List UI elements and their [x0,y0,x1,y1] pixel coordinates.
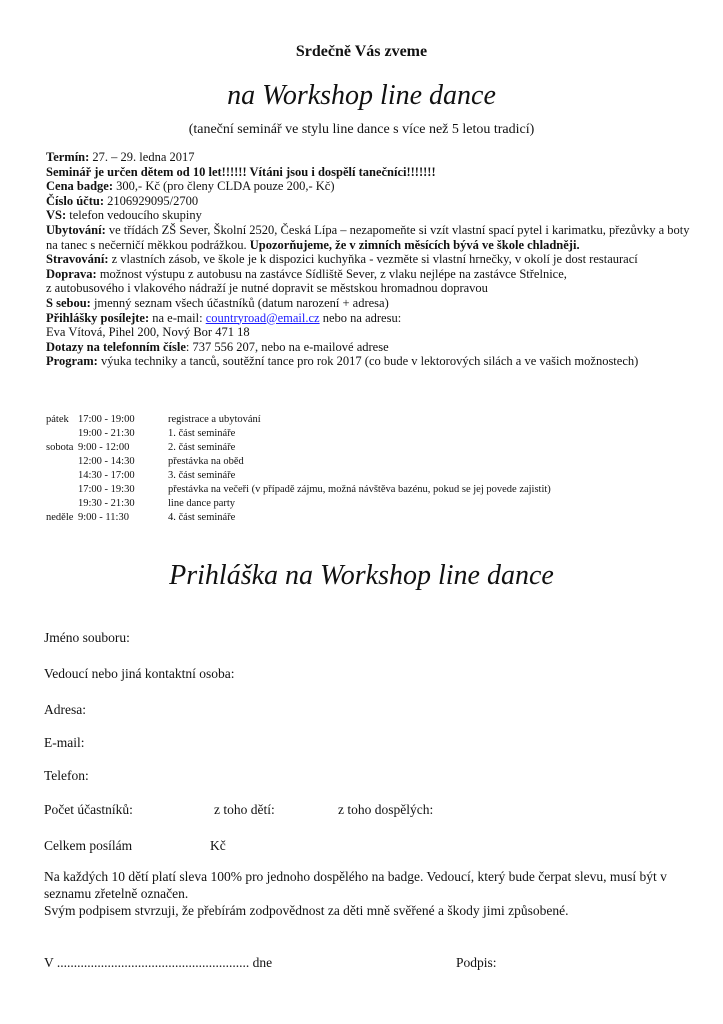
schedule-item: registrace a ubytování [168,414,261,425]
schedule-time: 12:00 - 14:30 [78,456,135,467]
field-adresa[interactable]: Adresa: [44,702,86,717]
responsibility-note: Svým podpisem stvrzuji, že přebírám zodpovědnost za děti mně svěřené a škody jimi způsobené. [44,903,569,918]
stravovani-value: z vlastních zásob, ve škole je k dispozici kuchyňka - vezměte si vlastní hrnečky, v okolí je dost restaurací [108,252,638,267]
ucet-line [46,194,696,209]
seminar-note: Seminář je určen dětem od 10 let!!!!!! Vítáni jsou i dospělí tanečníci!!!!!!! [46,164,436,179]
dotazy-label: Dotazy na telefonním čísle [46,339,186,354]
schedule-item: 3. část semináře [168,470,236,481]
termin-line [46,150,696,165]
dotazy-line [46,340,696,355]
schedule-row [46,469,551,483]
schedule-row [46,427,551,441]
field-vedouci[interactable]: Vedoucí nebo jiná kontaktní osoba: [44,666,235,681]
dotazy-value: : 737 556 207, nebo na e-mailové adrese [185,339,389,354]
page-title: na Workshop line dance [227,80,496,111]
ubytovani-line [46,223,696,252]
signature-field[interactable]: Podpis: [456,955,497,970]
doprava-label: Doprava: [46,266,97,281]
schedule-day [46,455,78,469]
prihlasky-label: Přihlášky posílejte: [46,310,150,325]
stravovani-line [46,252,696,267]
form-notes [44,868,684,919]
ubytovani-label: Ubytování: [46,222,106,237]
sebou-value: jmenný seznam všech účastníků (datum narození + adresa) [90,295,389,310]
schedule-time: 19:30 - 21:30 [78,498,135,509]
stravovani-label: Stravování: [46,252,109,267]
address-line: Eva Vítová, Pihel 200, Nový Bor 471 18 [46,325,250,340]
schedule-item: 4. část semináře [168,512,236,523]
cena-value: 300,- Kč (pro členy CLDA pouze 200,- Kč) [113,179,335,194]
program-line [46,354,696,369]
subtitle: (taneční seminář ve stylu line dance s více než 5 letou tradicí) [188,122,535,137]
info-block [46,150,696,369]
field-pocet-dospelych[interactable]: z toho dospělých: [338,802,434,817]
program-label: Program: [46,354,98,369]
doprava-value: možnost výstupu z autobusu na zastávce Sídliště Sever, z vlaku nejlépe na zastávce Střelnice, [96,266,567,281]
schedule-time: 17:00 - 19:30 [78,484,135,495]
sebou-label: S sebou: [46,295,91,310]
place-date-field[interactable]: V ......................................................... dne [44,955,273,970]
ucet-value: 2106929095/2700 [104,193,199,208]
cena-line [46,179,696,194]
prihlasky-value: na e-mail: [149,310,206,325]
schedule-day: sobota [46,442,74,453]
vs-label: VS: [46,208,67,223]
prihlasky-line [46,311,696,326]
field-email[interactable]: E-mail: [44,735,85,750]
termin-label: Termín: [46,150,90,164]
schedule-row [46,441,551,455]
schedule [46,413,551,525]
field-jmeno-souboru[interactable]: Jméno souboru: [44,630,130,645]
prihlasky-value-2: nebo na adresu: [319,310,402,325]
schedule-time: 19:00 - 21:30 [78,428,135,439]
schedule-day [46,497,78,511]
schedule-row [46,511,551,525]
schedule-item: 2. část semináře [168,442,236,453]
email-link[interactable]: countryroad@email.cz [205,310,320,325]
schedule-day [46,427,78,441]
doprava-line-2: z autobusového i vlakového nádraží je nutné dopravit se městskou hromadnou dopravou [46,281,488,296]
schedule-time: 9:00 - 11:30 [78,512,129,523]
schedule-item: přestávka na oběd [168,456,244,467]
form-title: Prihláška na Workshop line dance [169,560,554,591]
schedule-day: pátek [46,414,69,425]
schedule-item: line dance party [168,498,236,509]
schedule-time: 9:00 - 12:00 [78,442,130,453]
schedule-item: přestávka na večeři (v případě zájmu, možná návštěva bazénu, pokud se jej povede zajistit) [168,484,551,495]
schedule-day [46,483,78,497]
schedule-day [46,469,78,483]
vs-line [46,208,696,223]
ubytovani-warning: Upozorňujeme, že v zimních měsících bývá ve škole chladněji. [249,237,580,252]
intro-heading: Srdečně Vás zveme [295,43,428,60]
field-celkem[interactable]: Celkem posílám [44,838,133,853]
cena-label: Cena badge: [46,179,114,194]
discount-note: Na každých 10 dětí platí sleva 100% pro jednoho dospělého na badge. Vedoucí, který bude čerpat slevu, musí být v seznamu zřetelně označen. [44,869,667,901]
termin-value: 27. – 29. ledna 2017 [89,150,195,164]
field-pocet-ucastniku[interactable]: Počet účastníků: [44,802,133,817]
schedule-time: 14:30 - 17:00 [78,470,135,481]
schedule-item: 1. část semináře [168,428,236,439]
schedule-day: neděle [46,512,74,523]
schedule-time: 17:00 - 19:00 [78,414,135,425]
schedule-row [46,455,551,469]
field-telefon[interactable]: Telefon: [44,768,89,783]
sebou-line [46,296,696,311]
ucet-label: Číslo účtu: [46,193,104,208]
schedule-row [46,483,551,497]
schedule-row [46,413,551,427]
ubytovani-value: ve třídách ZŠ Sever, Školní 2520, Česká Lípa – nezapomeňte si vzít vlastní spací pytel i karimatku, přezůvky a boty na tanec s nečerničí měkkou podrážkou. [46,222,690,252]
doprava-line [46,267,696,282]
currency-label: Kč [210,838,226,853]
field-pocet-deti[interactable]: z toho dětí: [214,802,275,817]
vs-value: telefon vedoucího skupiny [66,208,202,223]
schedule-row [46,497,551,511]
program-value: výuka techniky a tanců, soutěžní tance pro rok 2017 (co bude v lektorových silách a ve vašich možnostech) [97,354,639,369]
